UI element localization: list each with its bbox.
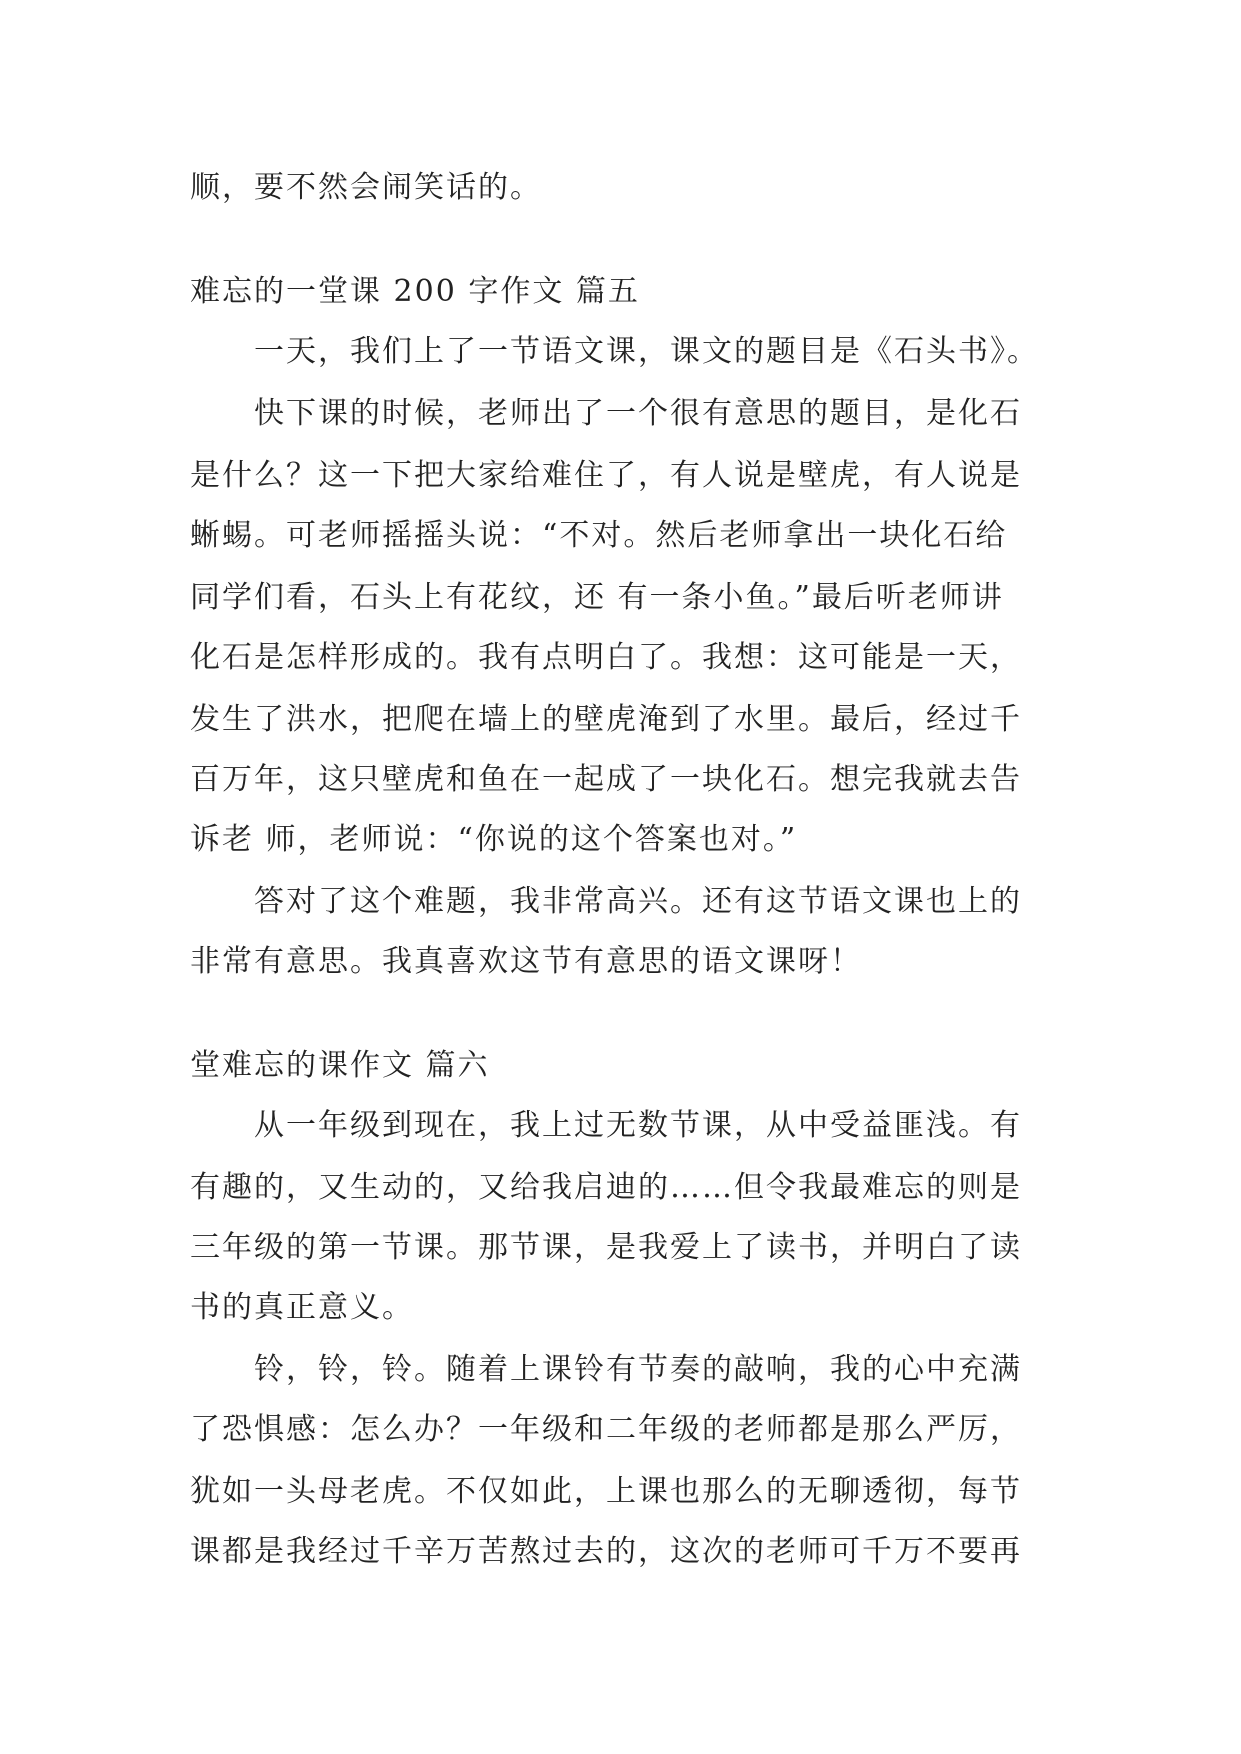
- paragraph-line: 三年级的第一节课。那节课，是我爱上了读书，并明白了读: [190, 1230, 1022, 1265]
- text-line: 顺，要不然会闹笑话的。: [190, 170, 542, 205]
- paragraph-line: 犹如一头母老虎。不仅如此，上课也那么的无聊透彻，每节: [190, 1474, 1022, 1509]
- paragraph-line: 一天，我们上了一节语文课，课文的题目是《石头书》。: [254, 334, 1039, 369]
- paragraph-line: 快下课的时候，老师出了一个很有意思的题目，是化石: [254, 396, 1022, 431]
- paragraph-line: 非常有意思。我真喜欢这节有意思的语文课呀！: [190, 944, 862, 979]
- paragraph-line: 有趣的，又生动的，又给我启迪的……但令我最难忘的则是: [190, 1170, 1022, 1205]
- paragraph-line: 是什么？这一下把大家给难住了，有人说是壁虎，有人说是: [190, 458, 1022, 493]
- paragraph-line: 了恐惧感：怎么办？一年级和二年级的老师都是那么严厉，: [190, 1412, 1022, 1447]
- paragraph-line: 从一年级到现在，我上过无数节课，从中受益匪浅。有: [254, 1108, 1022, 1143]
- section-heading: 难忘的一堂课 200 字作文 篇五: [190, 274, 640, 309]
- paragraph-line: 蜥蜴。可老师摇摇头说：“不对。然后老师拿出一块化石给: [190, 518, 1008, 553]
- paragraph-line: 发生了洪水，把爬在墙上的壁虎淹到了水里。最后，经过千: [190, 702, 1022, 737]
- paragraph-line: 书的真正意义。: [190, 1290, 414, 1325]
- section-heading: 堂难忘的课作文 篇六: [190, 1048, 490, 1083]
- paragraph-line: 铃，铃，铃。随着上课铃有节奏的敲响，我的心中充满: [254, 1352, 1022, 1387]
- paragraph-line: 化石是怎样形成的。我有点明白了。我想：这可能是一天，: [190, 640, 1022, 675]
- paragraph-line: 诉老 师，老师说：“你说的这个答案也对。”: [190, 822, 798, 857]
- paragraph-line: 百万年，这只壁虎和鱼在一起成了一块化石。想完我就去告: [190, 762, 1022, 797]
- paragraph-line: 答对了这个难题，我非常高兴。还有这节语文课也上的: [254, 884, 1022, 919]
- paragraph-line: 课都是我经过千辛万苦熬过去的，这次的老师可千万不要再: [190, 1534, 1022, 1569]
- paragraph-line: 同学们看，石头上有花纹，还 有一条小鱼。”最后听老师讲: [190, 580, 1004, 615]
